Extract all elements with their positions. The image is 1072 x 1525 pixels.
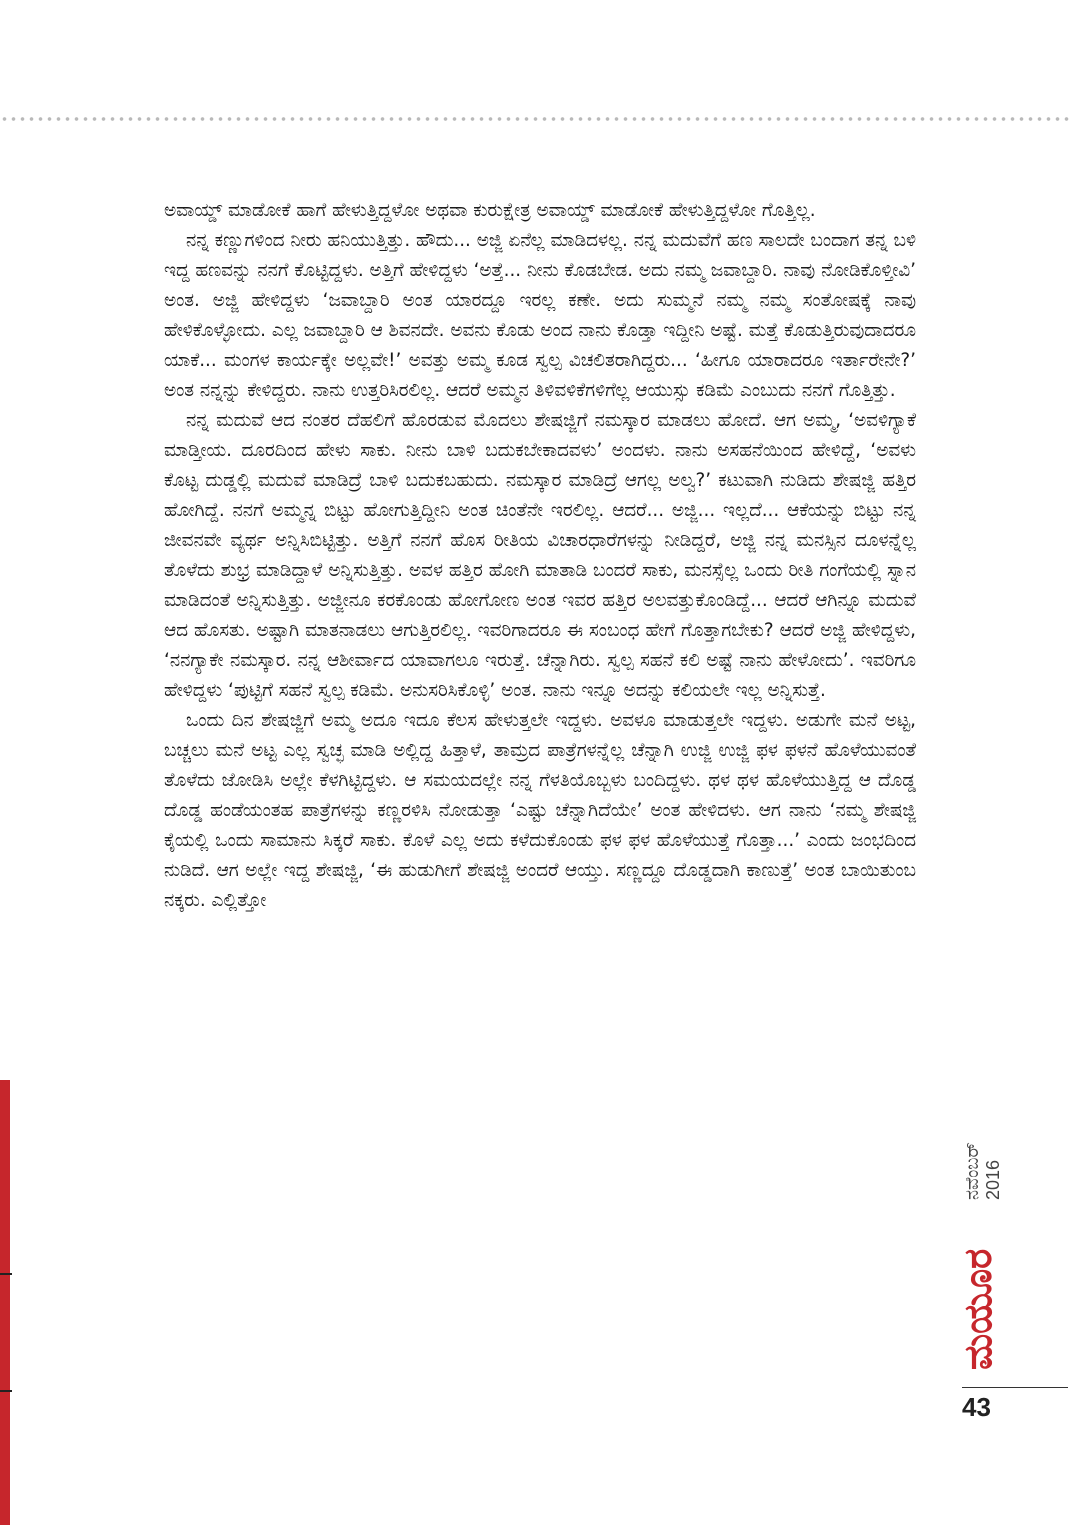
article-paragraph-1: ಅವಾಯ್ಡ್ ಮಾಡೋಕೆ ಹಾಗೆ ಹೇಳುತ್ತಿದ್ದಳೋ ಅಥವಾ ಕುರುಕ್ಷೇತ್ರ ಅವಾಯ್ಡ್ ಮಾಡೋಕೆ ಹೇಳುತ್ತಿದ್ದಳೋ ಗೊತ್ತಿಲ್ಲ.: [164, 200, 816, 221]
article-paragraph-3: ನನ್ನ ಮದುವೆ ಆದ ನಂತರ ದೆಹಲಿಗೆ ಹೊರಡುವ ಮೊದಲು ಶೇಷಜ್ಜಿಗೆ ನಮಸ್ಕಾರ ಮಾಡಲು ಹೋದೆ. ಆಗ ಅಮ್ಮ, ‘ಅವಳಿಗ್ಯಾಕೆ ಮಾಡ್ತೀಯ. ದೂರದಿಂದ ಹೇಳು ಸಾಕು. ನೀನು ಬಾಳಿ ಬದುಕಬೇಕಾದವಳು’ ಅಂದಳು. ನಾನು ಅಸಹನೆಯಿಂದ ಹೇಳಿದ್ದೆ, ‘ಅವಳು ಕೊಟ್ಟ ದುಡ್ಡಲ್ಲಿ ಮದುವೆ ಮಾಡಿದ್ರೆ ಬಾಳಿ ಬದುಕಬಹುದು. ನಮಸ್ಕಾರ ಮಾಡಿದ್ರೆ ಆಗಲ್ಲ ಅಲ್ವ?’ ಕಟುವಾಗಿ ನುಡಿದು ಶೇಷಜ್ಜಿ ಹತ್ತಿರ ಹೋಗಿದ್ದೆ. ನನಗೆ ಅಮ್ಮನ್ನ ಬಿಟ್ಟು ಹೋಗುತ್ತಿದ್ದೀನಿ ಅಂತ ಚಿಂತೆನೇ ಇರಲಿಲ್ಲ. ಆದರೆ... ಅಜ್ಜಿ... ಇಲ್ಲದೆ... ಆಕೆಯನ್ನು ಬಿಟ್ಟು ನನ್ನ ಜೀವನವೇ ವ್ಯರ್ಥ ಅನ್ನಿಸಿಬಿಟ್ಟಿತ್ತು. ಅತ್ತಿಗೆ ನನಗೆ ಹೊಸ ರೀತಿಯ ವಿಚಾರಧಾರೆಗಳನ್ನು ನೀಡಿದ್ದರೆ, ಅಜ್ಜಿ ನನ್ನ ಮನಸ್ಸಿನ ದೂಳನ್ನೆಲ್ಲ ತೊಳೆದು ಶುಭ್ರ ಮಾಡಿದ್ದಾಳೆ ಅನ್ನಿಸುತ್ತಿತ್ತು. ಅವಳ ಹತ್ತಿರ ಹೋಗಿ ಮಾತಾಡಿ ಬಂದರೆ ಸಾಕು, ಮನಸ್ಸೆಲ್ಲ ಒಂದು ರೀತಿ ಗಂಗೆಯಲ್ಲಿ ಸ್ನಾನ ಮಾಡಿದಂತೆ ಅನ್ನಿಸುತ್ತಿತ್ತು. ಅಜ್ಜೀನೂ ಕರಕೊಂಡು ಹೋಗೋಣ ಅಂತ ಇವರ ಹತ್ತಿರ ಅಲವತ್ತುಕೊಂಡಿದ್ದೆ... ಆದರೆ ಆಗಿನ್ನೂ ಮದುವೆ ಆದ ಹೊಸತು. ಅಷ್ಟಾಗಿ ಮಾತನಾಡಲು ಆಗುತ್ತಿರಲಿಲ್ಲ. ಇವರಿಗಾದರೂ ಈ ಸಂಬಂಧ ಹೇಗೆ ಗೊತ್ತಾಗಬೇಕು? ಆದರೆ ಅಜ್ಜಿ ಹೇಳಿದ್ದಳು, ‘ನನಗ್ಯಾಕೇ ನಮಸ್ಕಾರ. ನನ್ನ ಆಶೀರ್ವಾದ ಯಾವಾಗಲೂ ಇರುತ್ತೆ. ಚೆನ್ನಾಗಿರು. ಸ್ವಲ್ಪ ಸಹನೆ ಕಲಿ ಅಷ್ಟೆ ನಾನು ಹೇಳೋದು’. ಇವರಿಗೂ ಹೇಳಿದ್ದಳು ‘ಪುಟ್ಟಿಗೆ ಸಹನೆ ಸ್ವಲ್ಪ ಕಡಿಮೆ. ಅನುಸರಿಸಿಕೊಳ್ಳಿ’ ಅಂತ. ನಾನು ಇನ್ನೂ ಅದನ್ನು ಕಲಿಯಲೇ ಇಲ್ಲ ಅನ್ನಿಸುತ್ತೆ.: [164, 410, 916, 701]
article-paragraph-4: ಒಂದು ದಿನ ಶೇಷಜ್ಜಿಗೆ ಅಮ್ಮ ಅದೂ ಇದೂ ಕೆಲಸ ಹೇಳುತ್ತಲೇ ಇದ್ದಳು. ಅವಳೂ ಮಾಡುತ್ತಲೇ ಇದ್ದಳು. ಅಡುಗೇ ಮನೆ ಅಟ್ಟ, ಬಚ್ಚಲು ಮನೆ ಅಟ್ಟ ಎಲ್ಲ ಸ್ವಚ್ಛ ಮಾಡಿ ಅಲ್ಲಿದ್ದ ಹಿತ್ತಾಳೆ, ತಾಮ್ರದ ಪಾತ್ರೆಗಳನ್ನೆಲ್ಲ ಚೆನ್ನಾಗಿ ಉಜ್ಜಿ ಉಜ್ಜಿ ಫಳ ಫಳನೆ ಹೊಳೆಯುವಂತೆ ತೊಳೆದು ಜೋಡಿಸಿ ಅಲ್ಲೇ ಕೆಳಗಿಟ್ಟಿದ್ದಳು. ಆ ಸಮಯದಲ್ಲೇ ನನ್ನ ಗೆಳತಿಯೊಬ್ಬಳು ಬಂದಿದ್ದಳು. ಥಳ ಥಳ ಹೊಳೆಯುತ್ತಿದ್ದ ಆ ದೊಡ್ಡ ದೊಡ್ಡ ಹಂಡೆಯಂತಹ ಪಾತ್ರೆಗಳನ್ನು ಕಣ್ಣರಳಿಸಿ ನೋಡುತ್ತಾ ‘ಎಷ್ಟು ಚೆನ್ನಾಗಿದೆಯೇ’ ಅಂತ ಹೇಳಿದಳು. ಆಗ ನಾನು ‘ನಮ್ಮ ಶೇಷಜ್ಜಿ ಕೈಯಲ್ಲಿ ಒಂದು ಸಾಮಾನು ಸಿಕ್ಕರೆ ಸಾಕು. ಕೊಳೆ ಎಲ್ಲ ಅದು ಕಳೆದುಕೊಂಡು ಫಳ ಫಳ ಹೊಳೆಯುತ್ತೆ ಗೊತ್ತಾ...’ ಎಂದು ಜಂಭದಿಂದ ನುಡಿದೆ. ಆಗ ಅಲ್ಲೇ ಇದ್ದ ಶೇಷಜ್ಜಿ, ‘ಈ ಹುಡುಗೀಗೆ ಶೇಷಜ್ಜಿ ಅಂದರೆ ಆಯ್ತು. ಸಣ್ಣದ್ದೂ ದೊಡ್ಡದಾಗಿ ಕಾಣುತ್ತೆ’ ಅಂತ ಬಾಯಿತುಂಬ ನಕ್ಕರು. ಎಲ್ಲಿತ್ತೋ: [164, 710, 916, 911]
left-accent-bar: [0, 1080, 10, 1525]
accent-bar-tick-lower: [0, 1390, 12, 1392]
accent-bar-tick-upper: [0, 1273, 12, 1275]
page-number: 43: [962, 1392, 991, 1422]
issue-date: ನವೆಂಬರ್ 2016: [962, 1142, 1003, 1200]
magazine-brand: ಮಯೂರ: [956, 1248, 1000, 1370]
page-number-rule: [962, 1387, 1068, 1388]
article-body: [164, 196, 916, 916]
article-paragraph-2: ನನ್ನ ಕಣ್ಣುಗಳಿಂದ ನೀರು ಹನಿಯುತ್ತಿತ್ತು. ಹೌದು... ಅಜ್ಜಿ ಏನೆಲ್ಲ ಮಾಡಿದಳಲ್ಲ. ನನ್ನ ಮದುವೆಗೆ ಹಣ ಸಾಲದೇ ಬಂದಾಗ ತನ್ನ ಬಳಿ ಇದ್ದ ಹಣವನ್ನು ನನಗೆ ಕೊಟ್ಟಿದ್ದಳು. ಅತ್ತಿಗೆ ಹೇಳಿದ್ದಳು ‘ಅತ್ತೆ... ನೀನು ಕೊಡಬೇಡ. ಅದು ನಮ್ಮ ಜವಾಬ್ದಾರಿ. ನಾವು ನೋಡಿಕೊಳ್ತೀವಿ’ ಅಂತ. ಅಜ್ಜಿ ಹೇಳಿದ್ದಳು ‘ಜವಾಬ್ದಾರಿ ಅಂತ ಯಾರದ್ದೂ ಇರಲ್ಲ ಕಣೇ. ಅದು ಸುಮ್ಮನೆ ನಮ್ಮ ನಮ್ಮ ಸಂತೋಷಕ್ಕೆ ನಾವು ಹೇಳಿಕೊಳ್ಳೋದು. ಎಲ್ಲ ಜವಾಬ್ದಾರಿ ಆ ಶಿವನದೇ. ಅವನು ಕೊಡು ಅಂದ ನಾನು ಕೊಡ್ತಾ ಇದ್ದೀನಿ ಅಷ್ಟೆ. ಮತ್ತೆ ಕೊಡುತ್ತಿರುವುದಾದರೂ ಯಾಕೆ... ಮಂಗಳ ಕಾರ್ಯಕ್ಕೇ ಅಲ್ಲವೇ!’ ಅವತ್ತು ಅಮ್ಮ ಕೂಡ ಸ್ವಲ್ಪ ವಿಚಲಿತರಾಗಿದ್ದರು... ‘ಹೀಗೂ ಯಾರಾದರೂ ಇರ್ತಾರೇನೇ?’ ಅಂತ ನನ್ನನ್ನು ಕೇಳಿದ್ದರು. ನಾನು ಉತ್ತರಿಸಿರಲಿಲ್ಲ. ಆದರೆ ಅಮ್ಮನ ತಿಳಿವಳಿಕೆಗಳಿಗೆಲ್ಲ ಆಯುಸ್ಸು ಕಡಿಮೆ ಎಂಬುದು ನನಗೆ ಗೊತ್ತಿತ್ತು.: [164, 230, 916, 401]
dotted-header-rule: [0, 116, 1072, 122]
